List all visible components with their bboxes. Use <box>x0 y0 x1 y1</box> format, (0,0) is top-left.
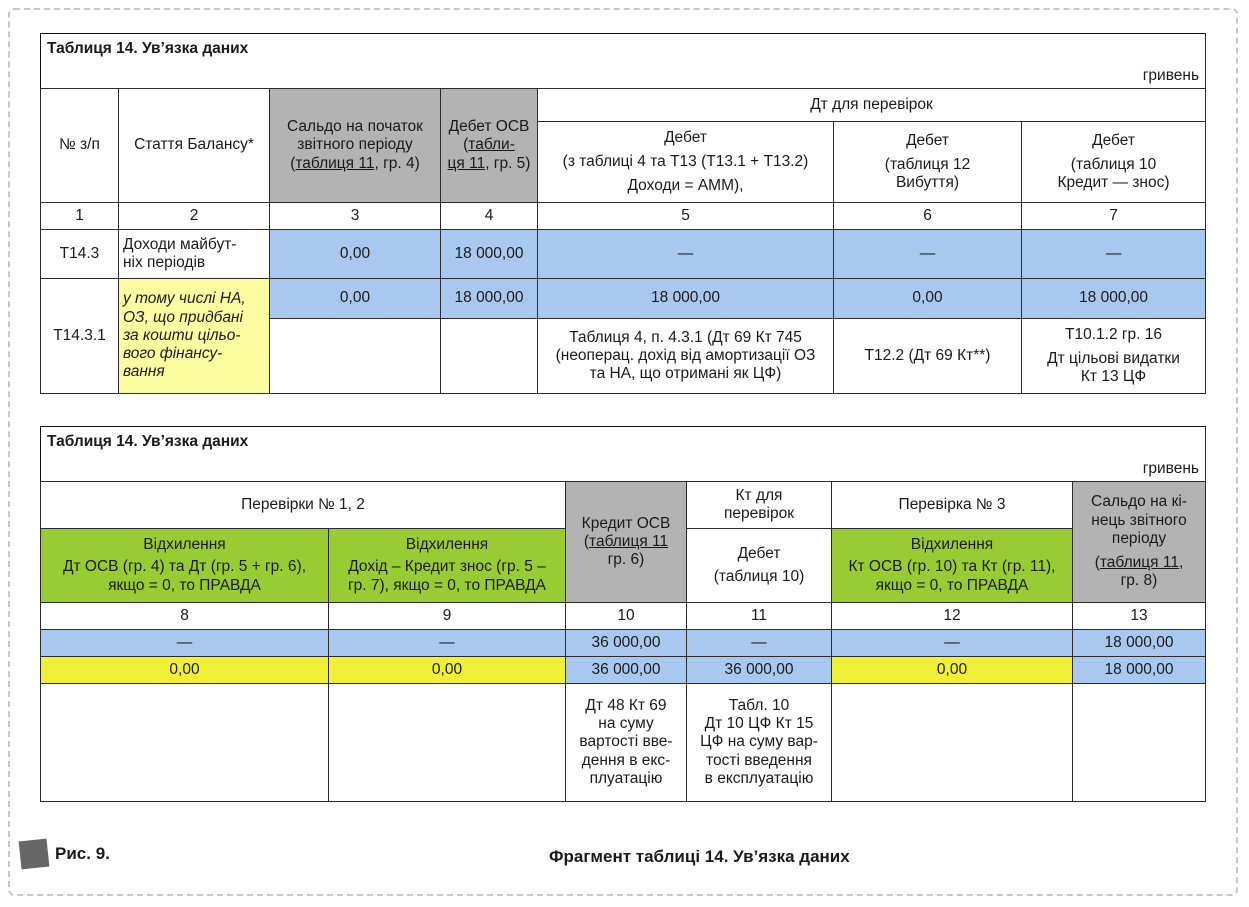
cell-value: — <box>832 630 1073 657</box>
data-table-1 <box>40 33 1206 394</box>
table-row <box>41 279 1206 319</box>
note-cell: Т10.1.2 гр. 16 Дт цільові видатки Кт 13 ЦФ <box>1022 319 1206 394</box>
cell-value: 0,00 <box>270 230 441 279</box>
cell-value: 36 000,00 <box>566 657 687 684</box>
header-check-3: Перевірка № 3 <box>832 482 1073 529</box>
column-number: 9 <box>329 603 566 630</box>
column-number: 11 <box>687 603 832 630</box>
header-saldo-end: Сальдо на кі- нець звітного періоду (таблиця 11, гр. 8) <box>1073 482 1206 603</box>
cell-value: 0,00 <box>329 657 566 684</box>
header-kt-checks: Кт для перевірок <box>687 482 832 529</box>
cell-value: 36 000,00 <box>687 657 832 684</box>
figure-label: Рис. 9. <box>55 844 110 863</box>
note-cell <box>270 319 441 394</box>
note-cell: Табл. 10 Дт 10 ЦФ Кт 15 ЦФ на суму вар- тості введення в експлуатацію <box>687 684 832 802</box>
header-col7: Дебет (таблиця 10 Кредит — знос) <box>1022 122 1206 203</box>
cell-value: 36 000,00 <box>566 630 687 657</box>
cell-value: 0,00 <box>41 657 329 684</box>
row-article: Доходи майбут- ніх періодів <box>119 230 270 279</box>
column-number: 1 <box>41 203 119 230</box>
column-number: 12 <box>832 603 1073 630</box>
table-11-link[interactable]: табли- <box>468 136 515 154</box>
cell-value: 18 000,00 <box>1073 630 1206 657</box>
header-deviation-8: Відхилення Дт ОСВ (гр. 4) та Дт (гр. 5 + гр. 6), якщо = 0, то ПРАВДА <box>41 529 329 603</box>
row-code: Т14.3.1 <box>41 279 119 394</box>
cell-value: 18 000,00 <box>1022 279 1206 319</box>
column-number: 8 <box>41 603 329 630</box>
cell-value: — <box>687 630 832 657</box>
table-row <box>41 630 1206 657</box>
unit-label: гривень <box>1142 66 1200 84</box>
column-number: 3 <box>270 203 441 230</box>
cell-value: 18 000,00 <box>538 279 834 319</box>
row-article: у тому числі НА, ОЗ, що придбані за кошти цільо- вого фінансу- вання <box>119 279 270 394</box>
table-title: Таблиця 14. Ув’язка даних <box>47 40 249 57</box>
header-col11: Дебет (таблиця 10) <box>687 529 832 603</box>
header-deviation-12: Відхилення Кт ОСВ (гр. 10) та Кт (гр. 11), якщо = 0, то ПРАВДА <box>832 529 1073 603</box>
cell-value: 0,00 <box>834 279 1022 319</box>
note-cell <box>329 684 566 802</box>
cell-value: 0,00 <box>832 657 1073 684</box>
cell-value: — <box>329 630 566 657</box>
note-cell <box>41 684 329 802</box>
cell-value: — <box>538 230 834 279</box>
note-cell: Таблиця 4, п. 4.3.1 (Дт 69 Кт 745 (неоперац. дохід від амортизації ОЗ та НА, що отримані як ЦФ) <box>538 319 834 394</box>
table-2-title-row <box>41 427 1206 482</box>
cell-value: 18 000,00 <box>1073 657 1206 684</box>
table-row <box>41 230 1206 279</box>
header-credit-osv: Кредит ОСВ (таблиця 11 гр. 6) <box>566 482 687 603</box>
column-number: 2 <box>119 203 270 230</box>
header-col6: Дебет (таблиця 12 Вибуття) <box>834 122 1022 203</box>
header-checks-1-2: Перевірки № 1, 2 <box>41 482 566 529</box>
header-col5: Дебет (з таблиці 4 та Т13 (Т13.1 + Т13.2) Доходи = АММ), <box>538 122 834 203</box>
header-saldo-start: Сальдо на початок звітного періоду (таблиця 11, гр. 4) <box>270 89 441 203</box>
unit-label: гривень <box>1142 459 1199 477</box>
header-debit-osv: Дебет ОСВ (табли- ця 11, гр. 5) <box>441 89 538 203</box>
table-title: Таблиця 14. Ув’язка даних <box>47 433 249 450</box>
note-cell <box>832 684 1073 802</box>
table-row <box>41 684 1206 802</box>
figure-marker-icon <box>19 839 50 870</box>
cell-value: 0,00 <box>270 279 441 319</box>
header-dt-checks: Дт для перевірок <box>538 89 1206 122</box>
column-number: 7 <box>1022 203 1206 230</box>
column-number: 6 <box>834 203 1022 230</box>
note-cell: Т12.2 (Дт 69 Кт**) <box>834 319 1022 394</box>
column-number: 13 <box>1073 603 1206 630</box>
column-number: 4 <box>441 203 538 230</box>
table-11-link[interactable]: таблиця 11 <box>1099 554 1179 572</box>
column-number: 5 <box>538 203 834 230</box>
note-cell <box>441 319 538 394</box>
header-num: № з/п <box>41 89 119 203</box>
note-cell <box>1073 684 1206 802</box>
table-1-title-row <box>41 34 1206 89</box>
note-cell: Дт 48 Кт 69 на суму вартості вве- дення в екс- плуатацію <box>566 684 687 802</box>
cell-value: — <box>834 230 1022 279</box>
table-11-link[interactable]: таблиця 11 <box>589 532 669 550</box>
header-article: Стаття Балансу* <box>119 89 270 203</box>
cell-value: 18 000,00 <box>441 279 538 319</box>
row-code: Т14.3 <box>41 230 119 279</box>
table-11-link[interactable]: таблиця 11 <box>295 154 375 172</box>
cell-value: — <box>1022 230 1206 279</box>
header-deviation-9: Відхилення Дохід – Кредит знос (гр. 5 – гр. 7), якщо = 0, то ПРАВДА <box>329 529 566 603</box>
figure-caption: Фрагмент таблиці 14. Ув’язка даних <box>549 847 850 866</box>
table-row <box>41 657 1206 684</box>
cell-value: — <box>41 630 329 657</box>
column-number: 10 <box>566 603 687 630</box>
data-table-2 <box>40 426 1206 802</box>
cell-value: 18 000,00 <box>441 230 538 279</box>
